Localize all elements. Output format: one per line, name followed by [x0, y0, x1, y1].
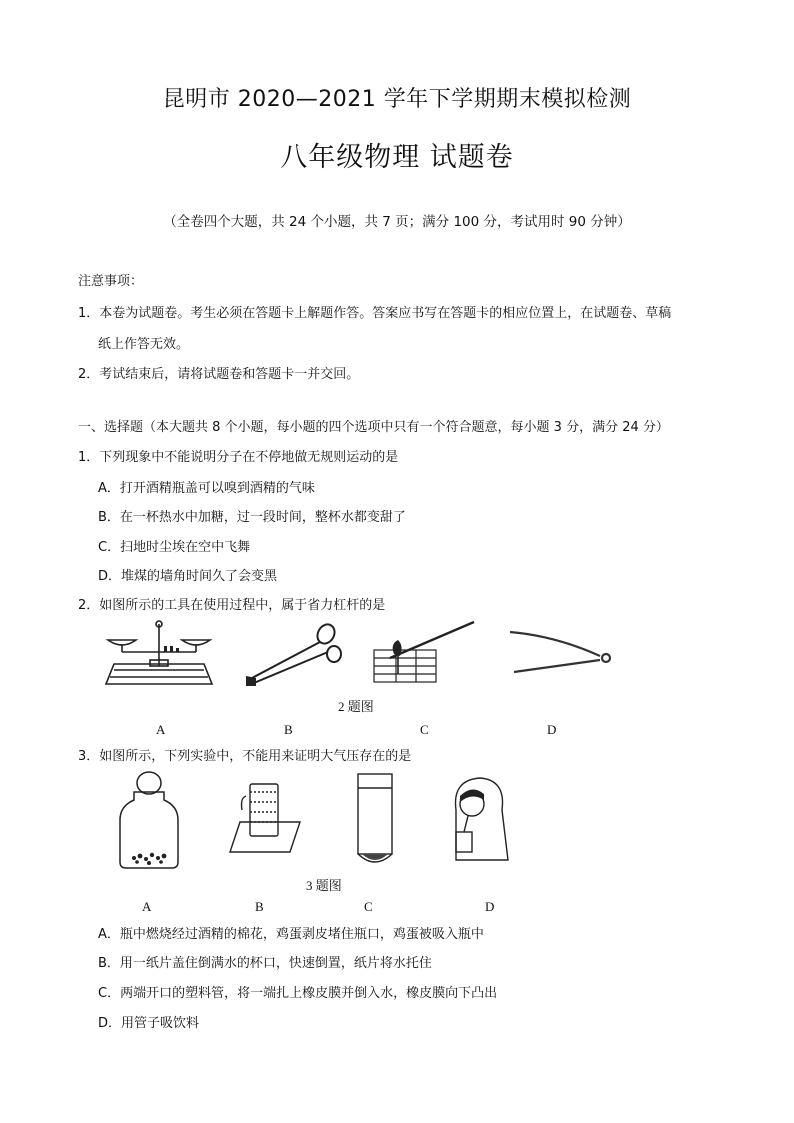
notice-heading: 注意事项： [78, 274, 144, 289]
child-straw-figure [446, 770, 516, 864]
egg-bottle-figure [116, 770, 182, 870]
q3-label-d: D [485, 899, 495, 914]
q2-label-c: C [420, 722, 429, 737]
exam-info: （全卷四个大题，共 24 个小题，共 7 页；满分 100 分，考试用时 90 分钟） [163, 214, 631, 230]
q1-option-c: C．扫地时尘埃在空中飞舞 [98, 540, 251, 555]
notice-item-2: 2．考试结束后，请将试题卷和答题卡一并交回。 [78, 367, 360, 382]
exam-subtitle: 八年级物理 试题卷 [280, 142, 514, 173]
q2-label-a: A [156, 722, 166, 737]
q3-stem: 3．如图所示，下列实验中，不能用来证明大气压存在的是 [78, 749, 412, 764]
notice-item-1-cont: 纸上作答无效。 [98, 337, 190, 352]
balance-scale-figure [100, 618, 220, 690]
q2-label-d: D [547, 722, 557, 737]
q3-option-c: C．两端开口的塑料管，将一端扎上橡皮膜并倒入水，橡皮膜向下凸出 [98, 986, 498, 1001]
q3-label-a: A [142, 899, 152, 914]
q2-caption: 2 题图 [338, 699, 374, 714]
notice-item-1: 1．本卷为试题卷。考生必须在答题卡上解题作答。答案应书写在答题卡的相应位置上，在试题卷、草稿 [78, 306, 672, 321]
tongs-figure [238, 620, 348, 690]
q3-caption: 3 题图 [306, 878, 342, 893]
lever-nail-figure [368, 616, 480, 688]
q1-stem: 1．下列现象中不能说明分子在不停地做无规则运动的是 [78, 450, 399, 465]
q3-option-a: A．瓶中燃烧经过酒精的棉花，鸡蛋剥皮堵住瓶口，鸡蛋被吸入瓶中 [98, 927, 484, 942]
q2-stem: 2．如图所示的工具在使用过程中，属于省力杠杆的是 [78, 598, 386, 613]
exam-title: 昆明市 2020—2021 学年下学期期末模拟检测 [162, 87, 632, 112]
q2-label-b: B [284, 722, 293, 737]
section-heading: 一、选择题（本大题共 8 个小题，每小题的四个选项中只有一个符合题意，每小题 3 分，满分 24 分） [78, 420, 669, 435]
q1-option-b: B．在一杯热水中加糖，过一段时间，整杯水都变甜了 [98, 510, 406, 525]
q3-label-b: B [255, 899, 264, 914]
q3-option-d: D．用管子吸饮料 [98, 1016, 200, 1031]
q1-option-a: A．打开酒精瓶盖可以嗅到酒精的气味 [98, 481, 315, 496]
q3-option-b: B．用一纸片盖住倒满水的杯口，快速倒置，纸片将水托住 [98, 956, 432, 971]
tube-membrane-figure [352, 770, 398, 870]
q1-option-d: D．堆煤的墙角时间久了会变黑 [98, 569, 278, 584]
food-tongs-figure [506, 622, 616, 682]
q3-label-c: C [364, 899, 373, 914]
inverted-cup-figure [226, 776, 302, 858]
